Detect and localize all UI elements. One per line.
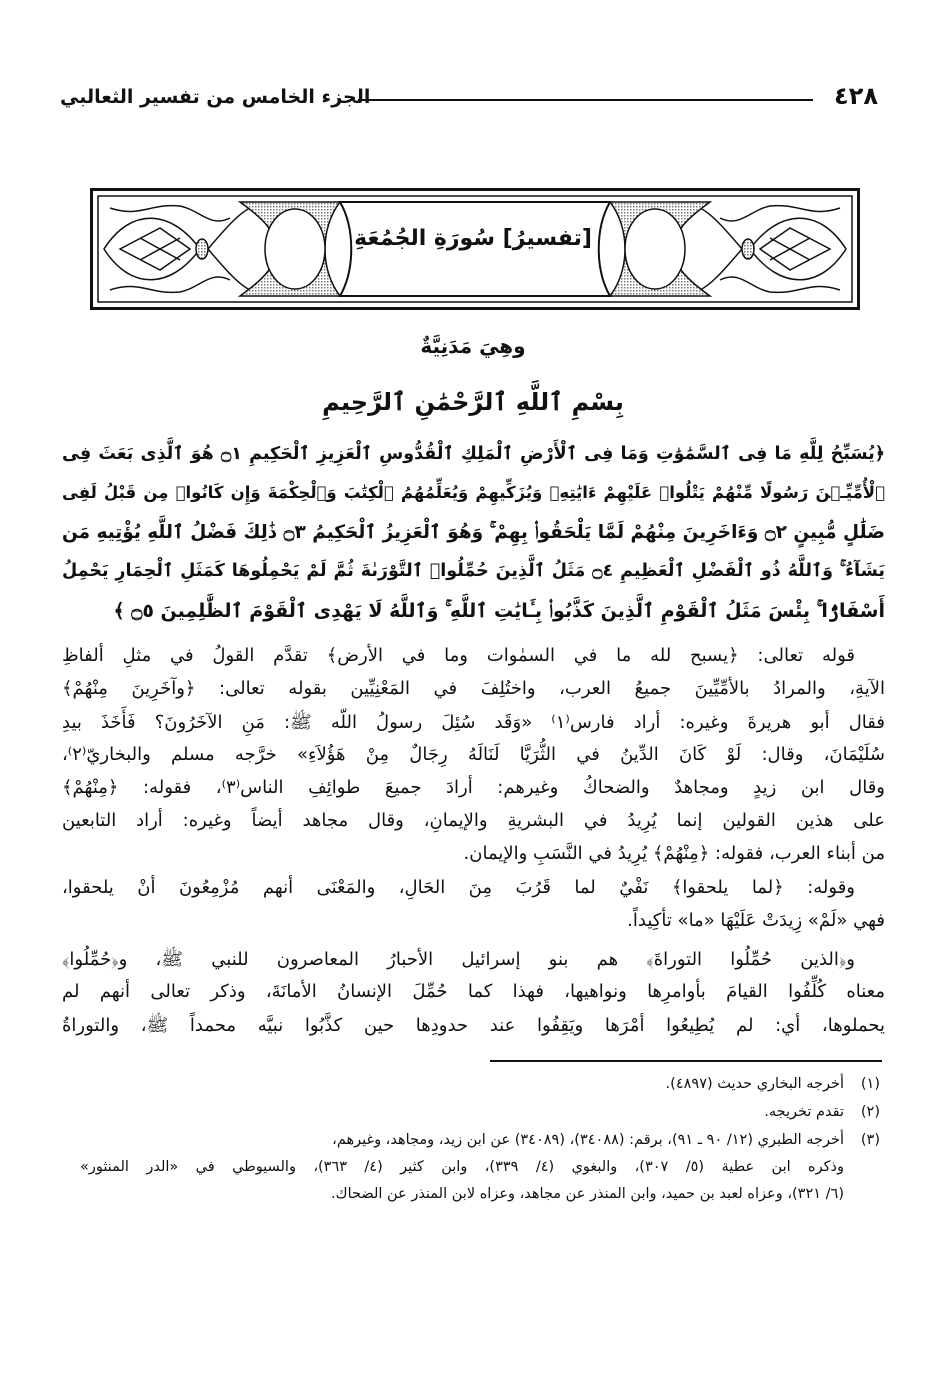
page-number: ٤٢٨ bbox=[834, 82, 878, 110]
footnote-number: (٣) bbox=[860, 1132, 880, 1148]
footnote-number: (٢) bbox=[860, 1104, 880, 1120]
running-title: الجزء الخامس من تفسير الثعالبي bbox=[60, 86, 371, 108]
footnote-1 bbox=[80, 1076, 880, 1092]
commentary-line: فهي «لَمْ» زِيدَتْ عَلَيْهَا «ما» تأكِيداً. bbox=[627, 910, 885, 931]
footnote-text: تقدم تخريجه. bbox=[764, 1104, 844, 1120]
commentary-line: يحملوها، أي: لم يُطِيعُوا أمْرَها ويَقِفُوا عند حدودِها حين كذَّبُوا نبيَّه محمداً ﷺ، والتوراةُ bbox=[62, 1015, 885, 1036]
commentary-line: و﴿الذين حُمِّلُوا التوراةَ﴾ هم بنو إسرائيل الأحبارُ المعاصرون للنبي ﷺ، و﴿حُمِّلُوا﴾ bbox=[62, 949, 855, 970]
surah-title: [تفسيرُ] سُورَةِ الجُمُعَةِ bbox=[354, 226, 592, 251]
verse-line: يَشَآءُ ۚ وَٱللَّهُ ذُو ٱلْفَضْلِ ٱلْعَظِيمِ ۝٤ مَثَلُ ٱلَّذِينَ حُمِّلُوا۟ ٱلتَّوْرَىٰةَ ثُمَّ لَمْ يَحْمِلُوهَا كَمَثَلِ ٱلْحِمَارِ يَحْمِلُ bbox=[62, 561, 885, 581]
footnote-text: أخرجه الطبري (١٢/ ٩٠ ـ ٩١)، برقم: (٣٤٠٨٨)، (٣٤٠٨٩) عن ابن زيد، ومجاهد، وغيرهم، bbox=[332, 1132, 844, 1148]
footnote-3-cont: وذكره ابن عطية (٥/ ٣٠٧)، والبغوي (٤/ ٣٣٩)، وابن كثير (٤/ ٣٦٣)، والسيوطي في «الدر المنثور» bbox=[80, 1159, 844, 1175]
commentary-line: سُلَيْمَانَ، وقال: لَوْ كَانَ الدِّينُ في الثُّرَيَّا لَنَالَهُ رِجَالٌ مِنْ هَؤُلاَءِ» خرَّجه مسلم والبخاريّ⁽٢⁾، bbox=[62, 744, 885, 765]
footnote-number: (١) bbox=[860, 1076, 880, 1092]
header-rule bbox=[358, 99, 813, 101]
verse-line: ﴿يُسَبِّحُ لِلَّهِ مَا فِى ٱلسَّمَٰوَٰتِ وَمَا فِى ٱلْأَرْضِ ٱلْمَلِكِ ٱلْقُدُّوسِ ٱلْعَزِيزِ ٱلْحَكِيمِ ۝١ هُوَ ٱلَّذِى بَعَثَ فِى bbox=[62, 444, 886, 464]
commentary-line: الآيةِ، والمرادُ بالأمِّيِّينَ جميعُ العرب، واختُلِفَ في المَعْنِيِّين بقوله تعالى: ﴿وآخَرِينَ مِنْهُمْ﴾ bbox=[62, 678, 885, 699]
commentary-line: من أبناء العرب، فقوله: ﴿مِنْهُمْ﴾ يُرِيدُ في النَّسَبِ والإيمان. bbox=[463, 843, 885, 864]
footnote-text: أخرجه البخاري حديث (٤٨٩٧). bbox=[665, 1076, 844, 1092]
commentary-line: قوله تعالى: ﴿يسبح لله ما في السمٰوات وما في الأرض﴾ تقدَّم القولُ في مثلِ ألفاظِ bbox=[62, 645, 855, 666]
basmala: بِسْمِ ٱللَّهِ ٱلرَّحْمَٰنِ ٱلرَّحِيمِ bbox=[322, 388, 624, 416]
verse-line: ضَلَٰلٍ مُّبِينٍ ۝٢ وَءَاخَرِينَ مِنْهُمْ لَمَّا يَلْحَقُوا۟ بِهِمْ ۚ وَهُوَ ٱلْعَزِيزُ ٱلْحَكِيمُ ۝٣ ذَٰلِكَ فَضْلُ ٱللَّهِ يُؤْتِيهِ مَن bbox=[61, 522, 885, 543]
verse-line: أَسْفَارًۢا ۚ بِئْسَ مَثَلُ ٱلْقَوْمِ ٱلَّذِينَ كَذَّبُوا۟ بِـَٔايَٰتِ ٱللَّهِ ۚ وَٱللَّهُ لَا يَهْدِى ٱلْقَوْمَ ٱلظَّٰلِمِينَ ۝٥ ﴾ bbox=[113, 600, 885, 622]
verse-line: ٱلْأُمِّيِّـۧنَ رَسُولًا مِّنْهُمْ يَتْلُوا۟ عَلَيْهِمْ ءَايَٰتِهِۦ وَيُزَكِّيهِمْ وَيُعَلِّمُهُمُ ٱلْكِتَٰبَ وَٱلْحِكْمَةَ وَإِن كَانُوا۟ مِن قَبْلُ لَفِى bbox=[62, 483, 885, 502]
footnote-3-cont: (٦/ ٣٢١)، وعزاه لعبد بن حميد، وابن المنذر عن مجاهد، وعزاه لابن المنذر عن الضحاك. bbox=[331, 1186, 844, 1202]
revelation-note: وهِيَ مَدَنِيَّةٌ bbox=[420, 334, 526, 358]
footnote-2 bbox=[80, 1104, 880, 1120]
commentary-line: وقال ابن زيدٍ ومجاهدٌ والضحاكُ وغيرهم: أرادَ جميعَ طوائِفِ الناس⁽٣⁾، فقوله: ﴿مِنْهُمْ﴾ bbox=[62, 777, 885, 798]
footnote-3 bbox=[80, 1132, 880, 1148]
footnote-separator bbox=[490, 1060, 882, 1062]
commentary-line: معناه كُلِّفُوا القيامَ بأوامرِها ونواهيها، فهذا كما حُمِّلَ الإنسانُ الأمانَةَ، وذكر تعالى أنهم لم bbox=[62, 981, 885, 1002]
commentary-line: وقوله: ﴿لما يلحقوا﴾ نَفْيٌ لما قَرُبَ مِنَ الحَالِ، والمَعْنَى أنهم مُزْمِعُونَ أنْ يلحقوا، bbox=[62, 877, 855, 898]
commentary-line: على هذين القولين إنما يُرِيدُ في البشريةِ والإيمانِ، وقال مجاهد أيضاً وغيره: أراد التابعين bbox=[62, 810, 885, 831]
commentary-line: فقال أبو هريرةَ وغيره: أراد فارس⁽١⁾ «وَقَد سُئِلَ رسولُ اللّه ﷺ: مَنِ الآخَرُونَ؟ فَأَخَذَ بيدِ bbox=[62, 712, 885, 733]
